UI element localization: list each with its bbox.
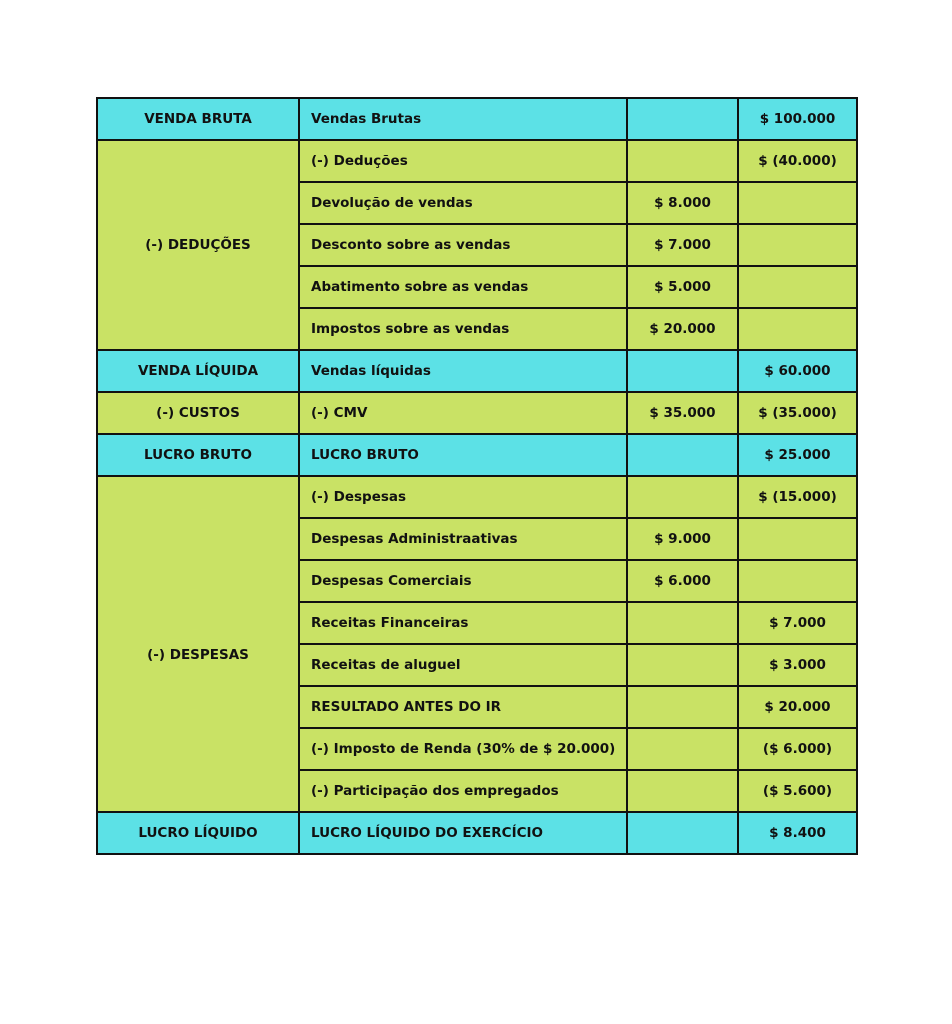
income-statement-table	[96, 97, 858, 855]
row-description: (-) Participação dos empregados	[299, 770, 627, 812]
row-description: (-) Imposto de Renda (30% de $ 20.000)	[299, 728, 627, 770]
row-description: LUCRO BRUTO	[299, 434, 627, 476]
row-description: Impostos sobre as vendas	[299, 308, 627, 350]
row-description: Vendas Brutas	[299, 98, 627, 140]
row-detail-value	[627, 476, 738, 518]
group-label-deducoes: (-) DEDUÇÕES	[97, 140, 299, 350]
row-total-value: $ 100.000	[738, 98, 857, 140]
row-detail-value: $ 20.000	[627, 308, 738, 350]
row-description: Devolução de vendas	[299, 182, 627, 224]
row-description: (-) CMV	[299, 392, 627, 434]
row-total-value: $ (35.000)	[738, 392, 857, 434]
row-description: Vendas líquidas	[299, 350, 627, 392]
row-total-value: $ 3.000	[738, 644, 857, 686]
row-total-value: $ 20.000	[738, 686, 857, 728]
table-row-cmv	[97, 392, 857, 434]
table-row-lucro-bruto	[97, 434, 857, 476]
row-detail-value: $ 9.000	[627, 518, 738, 560]
row-description: Despesas Comerciais	[299, 560, 627, 602]
table-row-lucro-liquido	[97, 812, 857, 854]
row-detail-value	[627, 686, 738, 728]
row-total-value	[738, 560, 857, 602]
row-detail-value	[627, 350, 738, 392]
row-total-value: $ (40.000)	[738, 140, 857, 182]
row-detail-value	[627, 770, 738, 812]
row-detail-value	[627, 728, 738, 770]
group-label-venda-liquida: VENDA LÍQUIDA	[97, 350, 299, 392]
row-detail-value: $ 35.000	[627, 392, 738, 434]
row-description: Receitas de aluguel	[299, 644, 627, 686]
row-total-value: ($ 5.600)	[738, 770, 857, 812]
group-label-custos: (-) CUSTOS	[97, 392, 299, 434]
row-total-value	[738, 518, 857, 560]
table-row-vendas-liquidas	[97, 350, 857, 392]
row-total-value	[738, 266, 857, 308]
row-total-value	[738, 308, 857, 350]
group-label-venda-bruta: VENDA BRUTA	[97, 98, 299, 140]
table-row-vendas-brutas	[97, 98, 857, 140]
row-detail-value	[627, 644, 738, 686]
row-total-value: ($ 6.000)	[738, 728, 857, 770]
row-detail-value: $ 8.000	[627, 182, 738, 224]
row-detail-value	[627, 812, 738, 854]
row-detail-value	[627, 602, 738, 644]
row-detail-value	[627, 434, 738, 476]
row-total-value	[738, 182, 857, 224]
group-cell-despesas	[97, 476, 299, 812]
row-description: RESULTADO ANTES DO IR	[299, 686, 627, 728]
row-description: (-) Deduções	[299, 140, 627, 182]
row-description: Desconto sobre as vendas	[299, 224, 627, 266]
table-row-deducoes	[97, 140, 857, 182]
group-label-lucro-bruto: LUCRO BRUTO	[97, 434, 299, 476]
group-label-despesas: (-) DESPESAS	[147, 647, 249, 663]
group-label-lucro-liquido: LUCRO LÍQUIDO	[97, 812, 299, 854]
row-detail-value: $ 7.000	[627, 224, 738, 266]
row-detail-value	[627, 98, 738, 140]
row-detail-value: $ 6.000	[627, 560, 738, 602]
row-description: LUCRO LÍQUIDO DO EXERCÍCIO	[299, 812, 627, 854]
table-row-despesas	[97, 476, 857, 518]
row-description: (-) Despesas	[299, 476, 627, 518]
row-description: Receitas Financeiras	[299, 602, 627, 644]
row-total-value: $ 60.000	[738, 350, 857, 392]
row-description: Abatimento sobre as vendas	[299, 266, 627, 308]
row-total-value: $ 7.000	[738, 602, 857, 644]
row-total-value: $ 25.000	[738, 434, 857, 476]
row-total-value	[738, 224, 857, 266]
row-detail-value	[627, 140, 738, 182]
row-total-value: $ (15.000)	[738, 476, 857, 518]
row-description: Despesas Administraativas	[299, 518, 627, 560]
row-detail-value: $ 5.000	[627, 266, 738, 308]
row-total-value: $ 8.400	[738, 812, 857, 854]
